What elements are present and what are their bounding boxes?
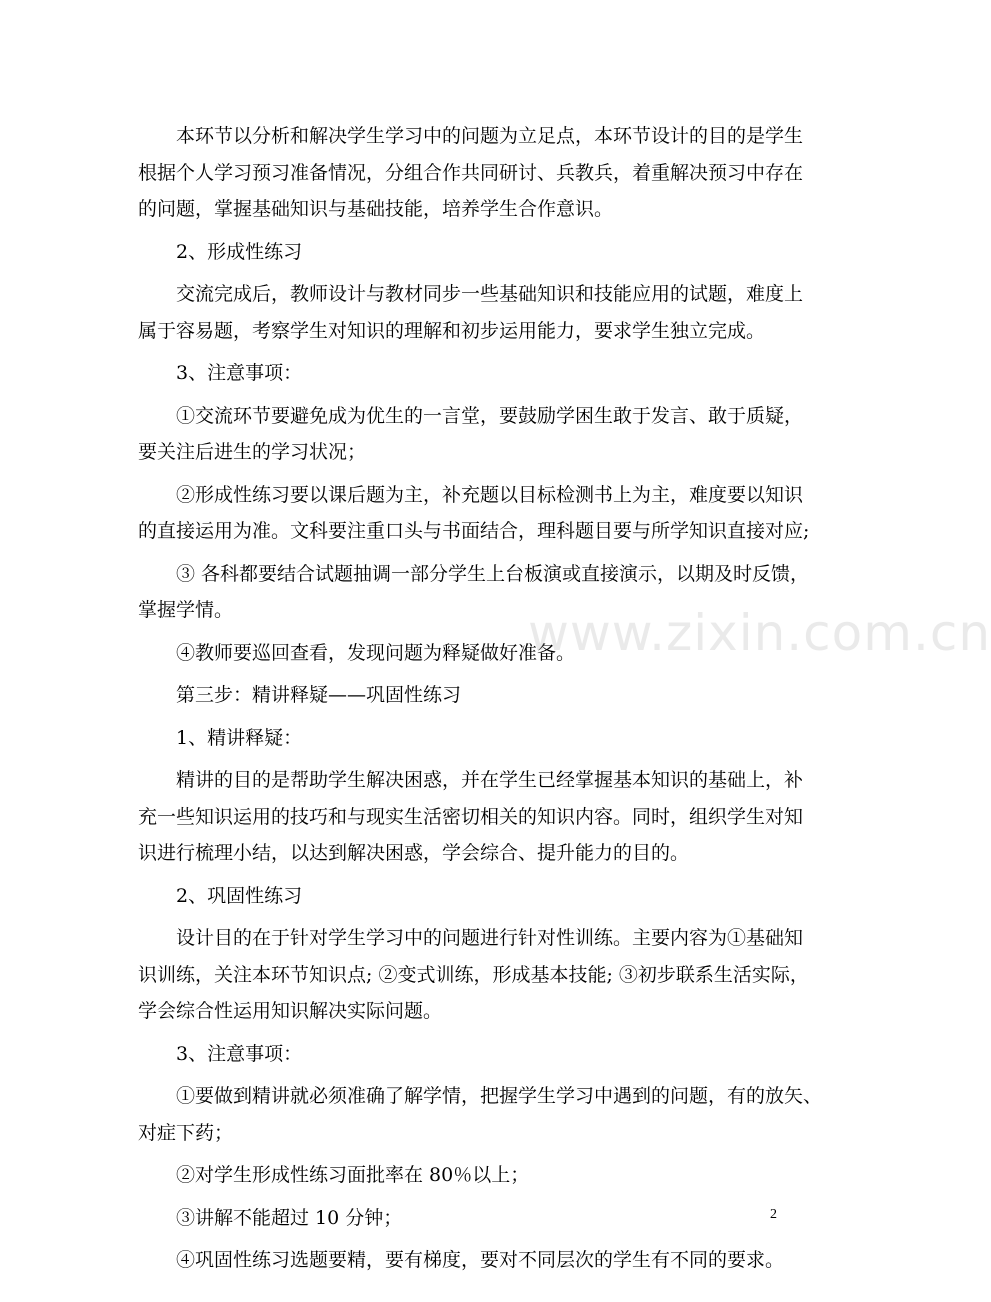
paragraph: [138, 1157, 788, 1194]
paragraph-line: 交流完成后，教师设计与教材同步一些基础知识和技能应用的试题，难度上: [176, 283, 804, 305]
paragraph-line: 充一些知识运用的技巧和与现实生活密切相关的知识内容。同时，组织学生对知: [138, 805, 804, 828]
paragraph: [138, 556, 810, 629]
paragraph: [138, 878, 788, 915]
paragraph-line: 第三步：精讲释疑——巩固性练习: [176, 684, 462, 706]
paragraph-line: 属于容易题，考察学生对知识的理解和初步运用能力，要求学生独立完成。: [138, 319, 766, 342]
paragraph-line: ①交流环节要避免成为优生的一言堂，要鼓励学困生敢于发言、敢于质疑，: [176, 404, 804, 427]
paragraph-line: 的直接运用为准。文科要注重口头与书面结合，理科题目要与所学知识直接对应;: [138, 520, 810, 542]
paragraph: [138, 1242, 788, 1279]
paragraph-line: ②形成性练习要以课后题为主，补充题以目标检测书上为主，难度要以知识: [176, 483, 804, 506]
paragraph: [138, 1078, 823, 1151]
paragraph: [138, 234, 788, 271]
paragraph-line: 学会综合性运用知识解决实际问题。: [138, 1000, 443, 1022]
paragraph-line: 根据个人学习预习准备情况，分组合作共同研讨、兵教兵，着重解决预习中存在: [138, 161, 804, 184]
paragraph-line: ④教师要巡回查看，发现问题为释疑做好准备。: [176, 641, 576, 664]
page-number: 2: [770, 1207, 777, 1222]
paragraph-line: 的问题，掌握基础知识与基础技能，培养学生合作意识。: [138, 198, 614, 220]
paragraph: [138, 677, 788, 714]
paragraph-line: 识训练，关注本环节知识点; ②变式训练，形成基本技能; ③初步联系生活实际，: [138, 963, 809, 986]
watermark: www.zixin.com.cn: [528, 604, 991, 662]
paragraph: [138, 1200, 788, 1237]
paragraph: [138, 355, 788, 392]
paragraph-line: 掌握学情。: [138, 599, 234, 621]
paragraph: [138, 477, 810, 550]
document-body: [138, 118, 823, 1285]
paragraph: [138, 398, 804, 471]
paragraph-line: 要关注后进生的学习状况；: [138, 441, 367, 463]
paragraph: [138, 1036, 788, 1073]
paragraph-line: 设计目的在于针对学生学习中的问题进行针对性训练。主要内容为①基础知: [176, 927, 804, 949]
paragraph-line: 3、注意事项：: [176, 362, 303, 384]
paragraph-line: ②对学生形成性练习面批率在 80％以上；: [176, 1164, 530, 1186]
paragraph: [138, 276, 804, 349]
paragraph: [138, 920, 809, 1030]
paragraph: [138, 118, 804, 228]
paragraph: [138, 762, 804, 872]
paragraph-line: ①要做到精讲就必须准确了解学情，把握学生学习中遇到的问题，有的放矢、: [176, 1085, 823, 1107]
paragraph-line: 2、形成性练习: [176, 240, 303, 263]
paragraph-line: 1、精讲释疑：: [176, 726, 303, 749]
paragraph: [138, 720, 788, 757]
paragraph-line: ③讲解不能超过 10 分钟；: [176, 1206, 403, 1229]
paragraph-line: 精讲的目的是帮助学生解决困惑，并在学生已经掌握基本知识的基础上，补: [176, 769, 804, 791]
paragraph-line: 2、巩固性练习: [176, 884, 303, 907]
paragraph-line: 本环节以分析和解决学生学习中的问题为立足点，本环节设计的目的是学生: [176, 125, 804, 147]
paragraph-line: 对症下药；: [138, 1121, 234, 1144]
paragraph-line: 识进行梳理小结，以达到解决困惑，学会综合、提升能力的目的。: [138, 842, 690, 864]
paragraph-line: ④巩固性练习选题要精，要有梯度，要对不同层次的学生有不同的要求。: [176, 1249, 785, 1271]
paragraph-line: ③ 各科都要结合试题抽调一部分学生上台板演或直接演示，以期及时反馈，: [176, 562, 810, 585]
paragraph: [138, 635, 788, 672]
paragraph-line: 3、注意事项：: [176, 1042, 303, 1065]
